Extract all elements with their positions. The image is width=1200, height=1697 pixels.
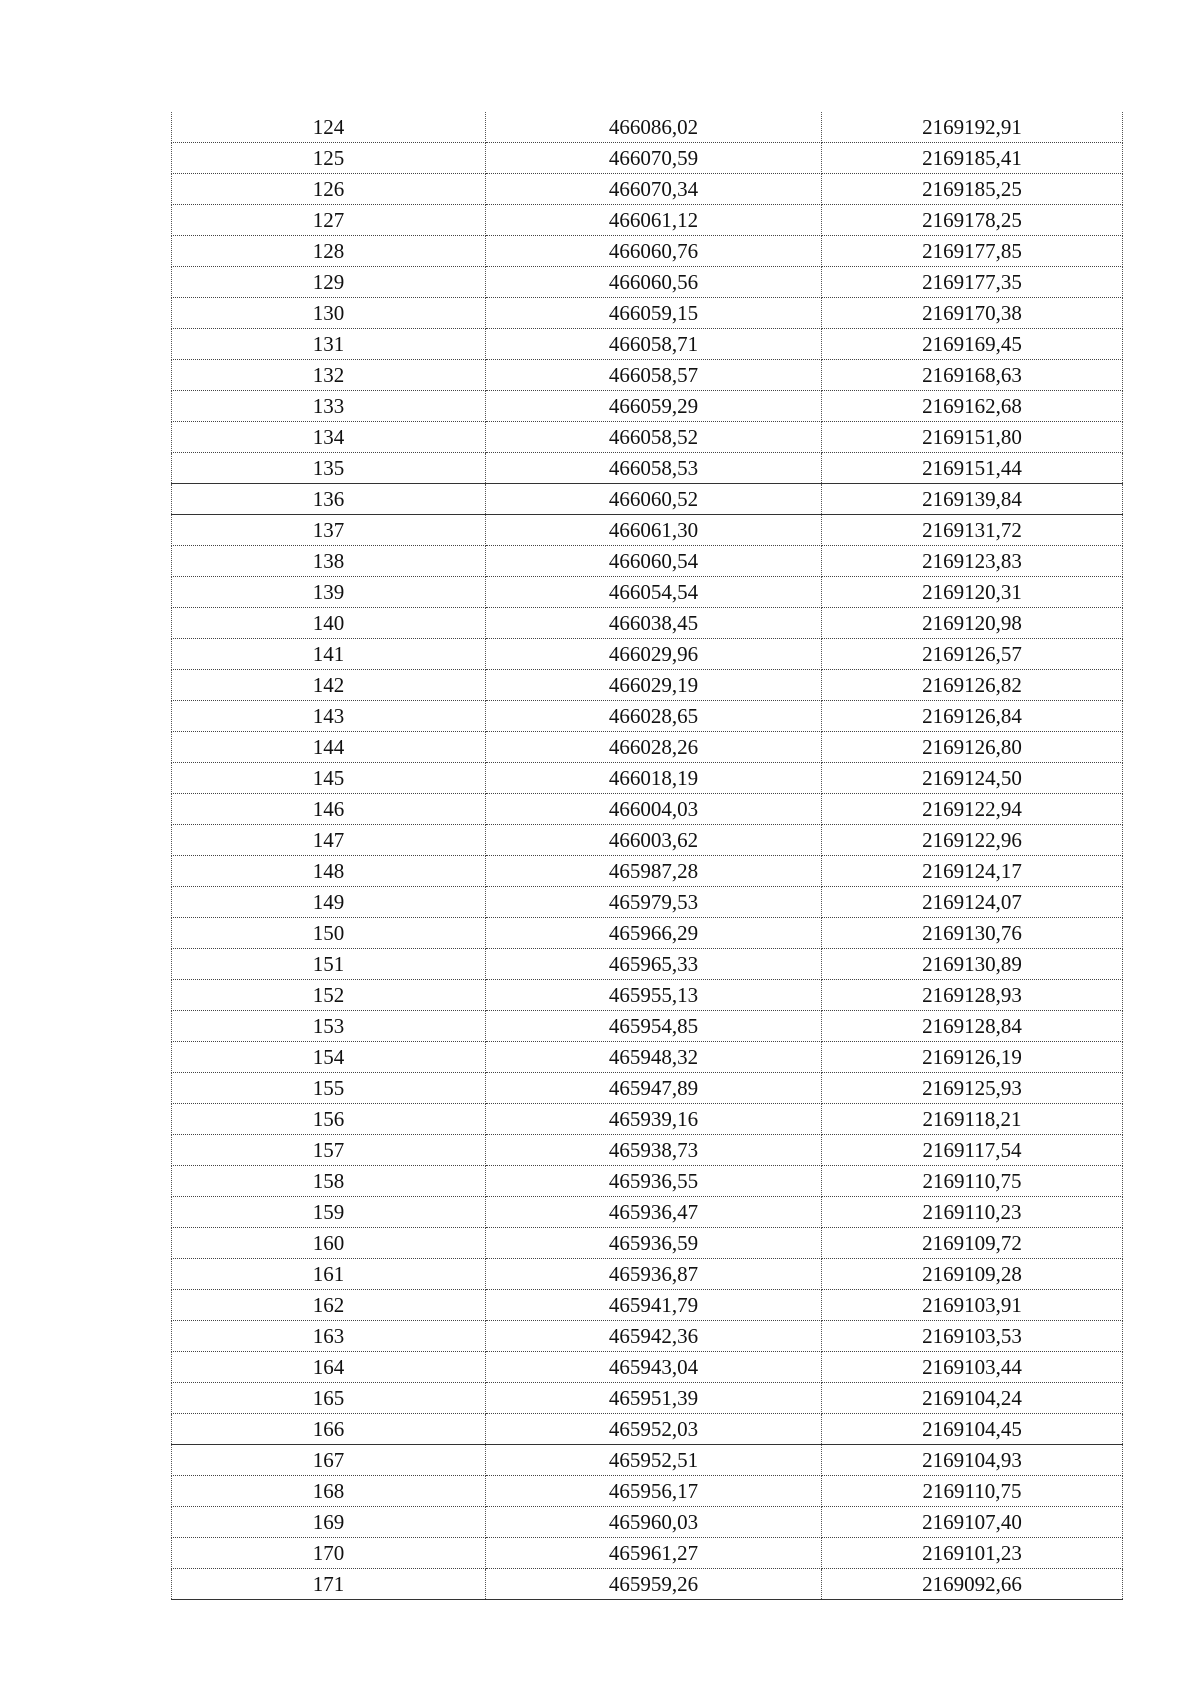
table-row — [172, 1538, 1123, 1569]
table-row — [172, 1104, 1123, 1135]
x-coordinate-cell: 466061,30 — [486, 515, 822, 546]
y-coordinate-cell: 2169110,75 — [822, 1166, 1123, 1197]
table-row — [172, 267, 1123, 298]
point-number-cell: 165 — [172, 1383, 486, 1414]
x-coordinate-cell: 466003,62 — [486, 825, 822, 856]
x-coordinate-cell: 466060,54 — [486, 546, 822, 577]
x-coordinate-cell: 466054,54 — [486, 577, 822, 608]
point-number-cell: 146 — [172, 794, 486, 825]
point-number-cell: 147 — [172, 825, 486, 856]
point-number-cell: 137 — [172, 515, 486, 546]
y-coordinate-cell: 2169101,23 — [822, 1538, 1123, 1569]
point-number-cell: 142 — [172, 670, 486, 701]
x-coordinate-cell: 465959,26 — [486, 1569, 822, 1600]
y-coordinate-cell: 2169120,98 — [822, 608, 1123, 639]
point-number-cell: 168 — [172, 1476, 486, 1507]
table-row — [172, 143, 1123, 174]
table-row — [172, 825, 1123, 856]
y-coordinate-cell: 2169104,24 — [822, 1383, 1123, 1414]
table-row — [172, 980, 1123, 1011]
table-row — [172, 329, 1123, 360]
x-coordinate-cell: 465966,29 — [486, 918, 822, 949]
point-number-cell: 161 — [172, 1259, 486, 1290]
point-number-cell: 144 — [172, 732, 486, 763]
table-row — [172, 1197, 1123, 1228]
point-number-cell: 130 — [172, 298, 486, 329]
x-coordinate-cell: 465939,16 — [486, 1104, 822, 1135]
point-number-cell: 125 — [172, 143, 486, 174]
table-row — [172, 1352, 1123, 1383]
y-coordinate-cell: 2169162,68 — [822, 391, 1123, 422]
table-row — [172, 391, 1123, 422]
x-coordinate-cell: 465987,28 — [486, 856, 822, 887]
table-row — [172, 856, 1123, 887]
point-number-cell: 171 — [172, 1569, 486, 1600]
table-row — [172, 298, 1123, 329]
point-number-cell: 164 — [172, 1352, 486, 1383]
x-coordinate-cell: 465936,55 — [486, 1166, 822, 1197]
table-row — [172, 1383, 1123, 1414]
table-row — [172, 1228, 1123, 1259]
point-number-cell: 150 — [172, 918, 486, 949]
table-row — [172, 360, 1123, 391]
y-coordinate-cell: 2169118,21 — [822, 1104, 1123, 1135]
table-row — [172, 546, 1123, 577]
x-coordinate-cell: 465947,89 — [486, 1073, 822, 1104]
table-row — [172, 608, 1123, 639]
x-coordinate-cell: 465936,87 — [486, 1259, 822, 1290]
y-coordinate-cell: 2169122,94 — [822, 794, 1123, 825]
point-number-cell: 149 — [172, 887, 486, 918]
point-number-cell: 153 — [172, 1011, 486, 1042]
y-coordinate-cell: 2169185,25 — [822, 174, 1123, 205]
table-row — [172, 1507, 1123, 1538]
table-row — [172, 484, 1123, 515]
point-number-cell: 166 — [172, 1414, 486, 1445]
table-row — [172, 205, 1123, 236]
point-number-cell: 152 — [172, 980, 486, 1011]
x-coordinate-cell: 466018,19 — [486, 763, 822, 794]
x-coordinate-cell: 465954,85 — [486, 1011, 822, 1042]
y-coordinate-cell: 2169177,85 — [822, 236, 1123, 267]
y-coordinate-cell: 2169130,76 — [822, 918, 1123, 949]
point-number-cell: 162 — [172, 1290, 486, 1321]
y-coordinate-cell: 2169185,41 — [822, 143, 1123, 174]
y-coordinate-cell: 2169126,82 — [822, 670, 1123, 701]
table-row — [172, 1259, 1123, 1290]
x-coordinate-cell: 465961,27 — [486, 1538, 822, 1569]
table-row — [172, 422, 1123, 453]
point-number-cell: 141 — [172, 639, 486, 670]
x-coordinate-cell: 466070,34 — [486, 174, 822, 205]
x-coordinate-cell: 465952,51 — [486, 1445, 822, 1476]
y-coordinate-cell: 2169178,25 — [822, 205, 1123, 236]
y-coordinate-cell: 2169104,45 — [822, 1414, 1123, 1445]
y-coordinate-cell: 2169110,75 — [822, 1476, 1123, 1507]
y-coordinate-cell: 2169103,91 — [822, 1290, 1123, 1321]
y-coordinate-cell: 2169128,93 — [822, 980, 1123, 1011]
table-row — [172, 763, 1123, 794]
x-coordinate-cell: 466038,45 — [486, 608, 822, 639]
point-number-cell: 159 — [172, 1197, 486, 1228]
table-row — [172, 949, 1123, 980]
point-number-cell: 158 — [172, 1166, 486, 1197]
x-coordinate-cell: 466060,56 — [486, 267, 822, 298]
table-row — [172, 515, 1123, 546]
y-coordinate-cell: 2169110,23 — [822, 1197, 1123, 1228]
point-number-cell: 127 — [172, 205, 486, 236]
x-coordinate-cell: 465936,47 — [486, 1197, 822, 1228]
x-coordinate-cell: 465960,03 — [486, 1507, 822, 1538]
table-row — [172, 1445, 1123, 1476]
y-coordinate-cell: 2169120,31 — [822, 577, 1123, 608]
table-row — [172, 1073, 1123, 1104]
table-row — [172, 670, 1123, 701]
point-number-cell: 170 — [172, 1538, 486, 1569]
y-coordinate-cell: 2169092,66 — [822, 1569, 1123, 1600]
table-row — [172, 1135, 1123, 1166]
table-row — [172, 1011, 1123, 1042]
table-row — [172, 174, 1123, 205]
point-number-cell: 154 — [172, 1042, 486, 1073]
table-row — [172, 639, 1123, 670]
x-coordinate-cell: 466086,02 — [486, 112, 822, 143]
point-number-cell: 133 — [172, 391, 486, 422]
point-number-cell: 134 — [172, 422, 486, 453]
y-coordinate-cell: 2169124,50 — [822, 763, 1123, 794]
table-row — [172, 1414, 1123, 1445]
y-coordinate-cell: 2169123,83 — [822, 546, 1123, 577]
x-coordinate-cell: 465952,03 — [486, 1414, 822, 1445]
x-coordinate-cell: 466061,12 — [486, 205, 822, 236]
table-row — [172, 701, 1123, 732]
x-coordinate-cell: 465948,32 — [486, 1042, 822, 1073]
x-coordinate-cell: 466058,57 — [486, 360, 822, 391]
y-coordinate-cell: 2169170,38 — [822, 298, 1123, 329]
y-coordinate-cell: 2169109,28 — [822, 1259, 1123, 1290]
x-coordinate-cell: 466058,71 — [486, 329, 822, 360]
point-number-cell: 138 — [172, 546, 486, 577]
point-number-cell: 139 — [172, 577, 486, 608]
table-row — [172, 577, 1123, 608]
x-coordinate-cell: 466004,03 — [486, 794, 822, 825]
point-number-cell: 126 — [172, 174, 486, 205]
x-coordinate-cell: 466028,26 — [486, 732, 822, 763]
point-number-cell: 148 — [172, 856, 486, 887]
point-number-cell: 163 — [172, 1321, 486, 1352]
table-row — [172, 732, 1123, 763]
y-coordinate-cell: 2169104,93 — [822, 1445, 1123, 1476]
y-coordinate-cell: 2169151,44 — [822, 453, 1123, 484]
table-row — [172, 1569, 1123, 1600]
point-number-cell: 169 — [172, 1507, 486, 1538]
point-number-cell: 131 — [172, 329, 486, 360]
y-coordinate-cell: 2169107,40 — [822, 1507, 1123, 1538]
point-number-cell: 136 — [172, 484, 486, 515]
x-coordinate-cell: 465943,04 — [486, 1352, 822, 1383]
x-coordinate-cell: 466060,52 — [486, 484, 822, 515]
y-coordinate-cell: 2169128,84 — [822, 1011, 1123, 1042]
point-number-cell: 151 — [172, 949, 486, 980]
point-number-cell: 135 — [172, 453, 486, 484]
point-number-cell: 145 — [172, 763, 486, 794]
point-number-cell: 157 — [172, 1135, 486, 1166]
y-coordinate-cell: 2169139,84 — [822, 484, 1123, 515]
x-coordinate-cell: 465965,33 — [486, 949, 822, 980]
y-coordinate-cell: 2169117,54 — [822, 1135, 1123, 1166]
y-coordinate-cell: 2169126,84 — [822, 701, 1123, 732]
y-coordinate-cell: 2169125,93 — [822, 1073, 1123, 1104]
point-number-cell: 132 — [172, 360, 486, 391]
y-coordinate-cell: 2169103,53 — [822, 1321, 1123, 1352]
y-coordinate-cell: 2169126,57 — [822, 639, 1123, 670]
x-coordinate-cell: 466059,15 — [486, 298, 822, 329]
table-row — [172, 794, 1123, 825]
y-coordinate-cell: 2169131,72 — [822, 515, 1123, 546]
point-number-cell: 129 — [172, 267, 486, 298]
y-coordinate-cell: 2169122,96 — [822, 825, 1123, 856]
y-coordinate-cell: 2169124,07 — [822, 887, 1123, 918]
y-coordinate-cell: 2169126,19 — [822, 1042, 1123, 1073]
y-coordinate-cell: 2169168,63 — [822, 360, 1123, 391]
table-row — [172, 887, 1123, 918]
x-coordinate-cell: 465942,36 — [486, 1321, 822, 1352]
y-coordinate-cell: 2169169,45 — [822, 329, 1123, 360]
point-number-cell: 140 — [172, 608, 486, 639]
table-row — [172, 1042, 1123, 1073]
coordinates-table-body — [172, 112, 1123, 1600]
x-coordinate-cell: 466058,53 — [486, 453, 822, 484]
y-coordinate-cell: 2169126,80 — [822, 732, 1123, 763]
point-number-cell: 160 — [172, 1228, 486, 1259]
point-number-cell: 124 — [172, 112, 486, 143]
table-row — [172, 453, 1123, 484]
table-row — [172, 1166, 1123, 1197]
coordinates-table — [171, 112, 1123, 1600]
point-number-cell: 167 — [172, 1445, 486, 1476]
x-coordinate-cell: 465936,59 — [486, 1228, 822, 1259]
x-coordinate-cell: 466059,29 — [486, 391, 822, 422]
x-coordinate-cell: 465951,39 — [486, 1383, 822, 1414]
point-number-cell: 128 — [172, 236, 486, 267]
x-coordinate-cell: 466058,52 — [486, 422, 822, 453]
point-number-cell: 155 — [172, 1073, 486, 1104]
y-coordinate-cell: 2169192,91 — [822, 112, 1123, 143]
x-coordinate-cell: 466060,76 — [486, 236, 822, 267]
x-coordinate-cell: 466029,96 — [486, 639, 822, 670]
y-coordinate-cell: 2169124,17 — [822, 856, 1123, 887]
x-coordinate-cell: 465941,79 — [486, 1290, 822, 1321]
point-number-cell: 143 — [172, 701, 486, 732]
y-coordinate-cell: 2169103,44 — [822, 1352, 1123, 1383]
table-row — [172, 1321, 1123, 1352]
table-row — [172, 1290, 1123, 1321]
table-row — [172, 918, 1123, 949]
table-row — [172, 112, 1123, 143]
x-coordinate-cell: 465956,17 — [486, 1476, 822, 1507]
table-row — [172, 236, 1123, 267]
y-coordinate-cell: 2169151,80 — [822, 422, 1123, 453]
y-coordinate-cell: 2169109,72 — [822, 1228, 1123, 1259]
x-coordinate-cell: 466070,59 — [486, 143, 822, 174]
point-number-cell: 156 — [172, 1104, 486, 1135]
x-coordinate-cell: 465955,13 — [486, 980, 822, 1011]
x-coordinate-cell: 466028,65 — [486, 701, 822, 732]
x-coordinate-cell: 466029,19 — [486, 670, 822, 701]
table-row — [172, 1476, 1123, 1507]
x-coordinate-cell: 465938,73 — [486, 1135, 822, 1166]
y-coordinate-cell: 2169130,89 — [822, 949, 1123, 980]
x-coordinate-cell: 465979,53 — [486, 887, 822, 918]
y-coordinate-cell: 2169177,35 — [822, 267, 1123, 298]
